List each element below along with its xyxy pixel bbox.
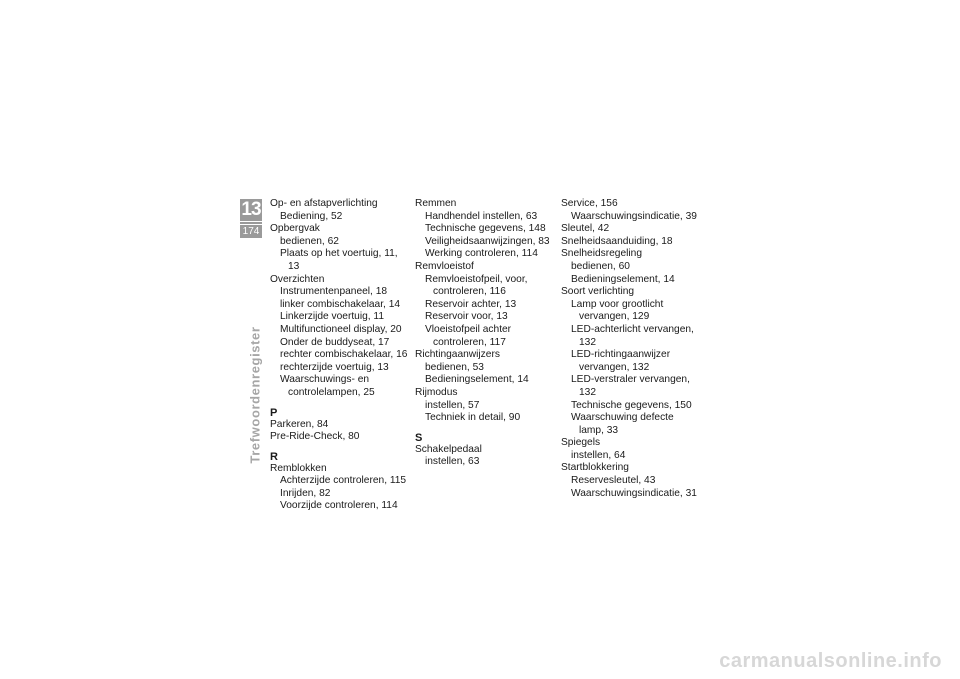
index-subentry: Voorzijde controleren, 114 — [280, 500, 398, 512]
index-column-3 — [561, 198, 701, 500]
index-subentry: Linkerzijde voertuig, 11 — [280, 311, 385, 323]
index-entry: Parkeren, 84 — [270, 418, 329, 430]
index-entry: Soort verlichting — [561, 286, 635, 298]
index-subentry: Techniek in detail, 90 — [425, 412, 521, 424]
index-entry: Service, 156 — [561, 198, 618, 209]
section-title: Trefwoordenregister — [247, 326, 263, 464]
index-entry: Schakelpedaal — [415, 443, 482, 455]
index-entry: Op- en afstapverlichting — [270, 198, 378, 209]
index-subentry: Plaats op het voertuig, 11, 13 — [280, 248, 398, 272]
index-subentry: Veiligheidsaanwijzingen, 83 — [425, 235, 550, 247]
index-subentry: instellen, 57 — [425, 399, 480, 411]
index-subentry: Remvloeistofpeil, voor, controleren, 116 — [425, 273, 528, 298]
index-subentry: Bediening, 52 — [280, 210, 343, 222]
index-entry: Richtingaanwijzers — [415, 349, 500, 361]
index-entry: Remblokken — [270, 462, 327, 474]
index-subentry: instellen, 64 — [571, 449, 626, 461]
index-subentry: Bedieningselement, 14 — [425, 374, 529, 386]
index-entry: Startblokkering — [561, 462, 629, 474]
index-subentry: rechter combischakelaar, 16 — [280, 349, 408, 361]
index-subentry: Vloeistofpeil achter controleren, 117 — [425, 323, 512, 348]
chapter-number: 13 — [241, 199, 261, 220]
index-entry: Remvloeistof — [415, 260, 474, 272]
index-letter-heading: P — [270, 406, 278, 419]
index-subentry: Technische gegevens, 150 — [571, 399, 692, 411]
index-entry: Sleutel, 42 — [561, 223, 610, 235]
index-subentry: instellen, 63 — [425, 456, 480, 468]
index-subentry: Reservesleutel, 43 — [571, 475, 656, 487]
index-entry: Opbergvak — [270, 223, 320, 235]
index-subentry: Bedieningselement, 14 — [571, 273, 675, 285]
index-entry: Snelheidsaanduiding, 18 — [561, 235, 673, 247]
index-subentry: Technische gegevens, 148 — [425, 223, 546, 235]
watermark: carmanualsonline.info — [719, 650, 942, 672]
index-subentry: Achterzijde controleren, 115 — [280, 475, 407, 487]
index-subentry: linker combischakelaar, 14 — [280, 298, 401, 310]
index-entry: Spiegels — [561, 437, 601, 449]
index-subentry: Waarschuwingsindicatie, 31 — [571, 487, 697, 499]
index-subentry: Inrijden, 82 — [280, 487, 331, 499]
index-entry: Snelheidsregeling — [561, 248, 642, 260]
index-column-2 — [415, 198, 555, 469]
index-letter-heading: S — [415, 431, 423, 444]
index-entry: Overzichten — [270, 273, 325, 285]
index-subentry: Waarschuwings- en controlelampen, 25 — [280, 374, 375, 398]
index-subentry: Onder de buddyseat, 17 — [280, 336, 390, 348]
index-entry: Pre-Ride-Check, 80 — [270, 431, 360, 443]
index-column-1 — [270, 198, 410, 513]
index-subentry: Reservoir voor, 13 — [425, 311, 508, 323]
index-subentry: Handhendel instellen, 63 — [425, 210, 538, 222]
index-subentry: Werking controleren, 114 — [425, 248, 538, 260]
index-subentry: Waarschuwing defecte lamp, 33 — [571, 412, 674, 436]
index-entry: Remmen — [415, 198, 457, 209]
index-subentry: Multifunctioneel display, 20 — [280, 323, 402, 335]
index-letter-heading: R — [270, 450, 278, 463]
index-subentry: Instrumentenpaneel, 18 — [280, 286, 388, 298]
index-subentry: LED-verstraler vervangen, 132 — [571, 374, 690, 398]
index-subentry: Lamp voor grootlicht vervangen, 129 — [571, 298, 664, 323]
index-subentry: bedienen, 53 — [425, 361, 484, 373]
page-number: 174 — [240, 225, 262, 238]
index-subentry: Reservoir achter, 13 — [425, 298, 517, 310]
index-entry: Rijmodus — [415, 386, 458, 398]
index-subentry: LED-richtingaanwijzer vervangen, 132 — [571, 349, 671, 373]
index-subentry: bedienen, 60 — [571, 260, 630, 272]
index-subentry: Waarschuwingsindicatie, 39 — [571, 210, 697, 222]
chapter-divider — [240, 222, 262, 224]
index-subentry: rechterzijde voertuig, 13 — [280, 361, 389, 373]
index-subentry: LED-achterlicht vervangen, 132 — [571, 323, 694, 348]
index-subentry: bedienen, 62 — [280, 235, 339, 247]
